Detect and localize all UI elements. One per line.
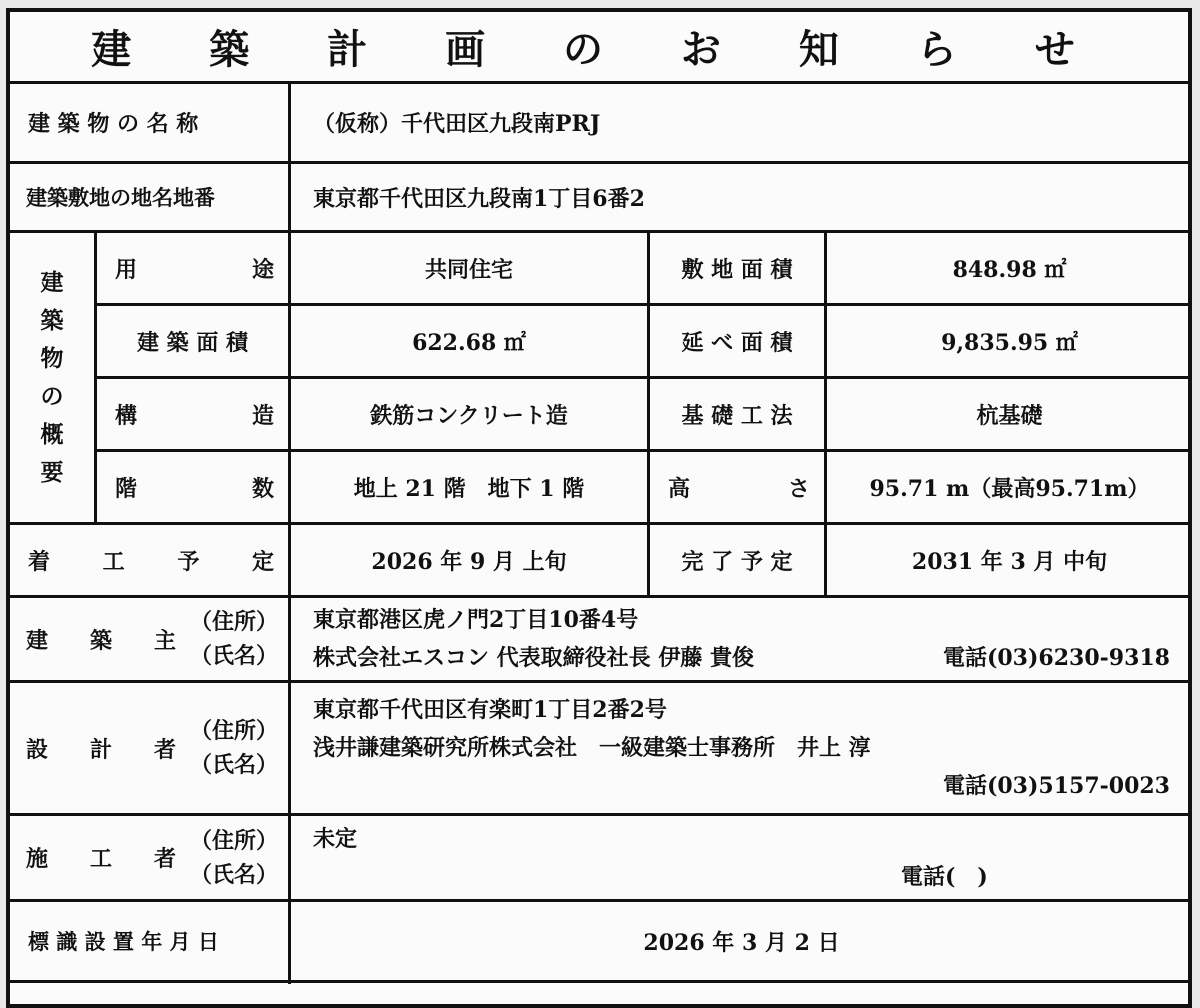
total-floor-area-value: 9,835.95 ㎡ (941, 329, 1078, 356)
owner-details (291, 598, 1192, 680)
owner-address: 東京都港区虎ノ門2丁目10番4号 (313, 607, 639, 633)
notice-board (6, 8, 1192, 1008)
floors-label: 階 数 (115, 475, 274, 502)
designer-label: 設 計 者 （住所） （氏名） (26, 718, 278, 778)
structure-value: 鉄筋コンクリート造 (370, 402, 568, 429)
notice-title: 建 築 計 画 の お 知 ら せ (10, 12, 1188, 84)
height-value: 95.71 m（最高95.71m） (869, 475, 1150, 502)
owner-phone: 電話(03)6230-9318 (942, 645, 1170, 671)
designer-name: 浅井謙建築研究所株式会社 一級建築士事務所 井上 淳 (313, 735, 871, 761)
site-area-value: 848.98 ㎡ (952, 256, 1067, 283)
contractor-phone: 電話( ) (901, 863, 988, 890)
start-label: 着 工 予 定 (28, 548, 274, 575)
use-value: 共同住宅 (424, 256, 513, 283)
building-area-value: 622.68 ㎡ (412, 329, 526, 356)
use-label: 用 途 (115, 256, 274, 283)
completion-value: 2031 年 3 月 中旬 (911, 548, 1108, 575)
contractor-details (291, 816, 1192, 899)
site-address-label: 建築敷地の地名地番 (26, 185, 215, 210)
building-name-label: 建 築 物 の 名 称 (28, 111, 199, 137)
contractor-label: 施 工 者 （住所） （氏名） (26, 827, 278, 888)
foundation-value: 杭基礎 (976, 402, 1043, 429)
owner-label: 建 築 主 （住所） （氏名） (26, 609, 278, 669)
site-area-label: 敷 地 面 積 (681, 256, 793, 283)
building-name-value: （仮称）千代田区九段南PRJ (313, 111, 601, 137)
height-label: 高 さ (668, 475, 810, 502)
designer-phone: 電話(03)5157-0023 (942, 773, 1170, 799)
total-floor-area-label: 延 べ 面 積 (681, 329, 793, 356)
sign-date-label: 標 識 設 置 年 月 日 (28, 929, 219, 954)
contractor-value: 未定 (313, 825, 358, 852)
designer-details (291, 683, 1192, 813)
building-area-label: 建 築 面 積 (137, 329, 248, 356)
designer-address: 東京都千代田区有楽町1丁目2番2号 (313, 697, 667, 723)
overview-label: 建 築 物 の 概 要 (40, 268, 64, 486)
floors-value: 地上 21 階 地下 1 階 (353, 475, 585, 502)
start-value: 2026 年 9 月 上旬 (371, 548, 567, 575)
structure-label: 構 造 (115, 402, 274, 429)
sign-date-value: 2026 年 3 月 2 日 (643, 929, 840, 956)
foundation-label: 基 礎 工 法 (681, 402, 793, 429)
completion-label: 完 了 予 定 (681, 548, 793, 575)
owner-name: 株式会社エスコン 代表取締役社長 伊藤 貴俊 (313, 645, 754, 671)
site-address-value: 東京都千代田区九段南1丁目6番2 (313, 185, 645, 212)
divider (10, 980, 1188, 983)
